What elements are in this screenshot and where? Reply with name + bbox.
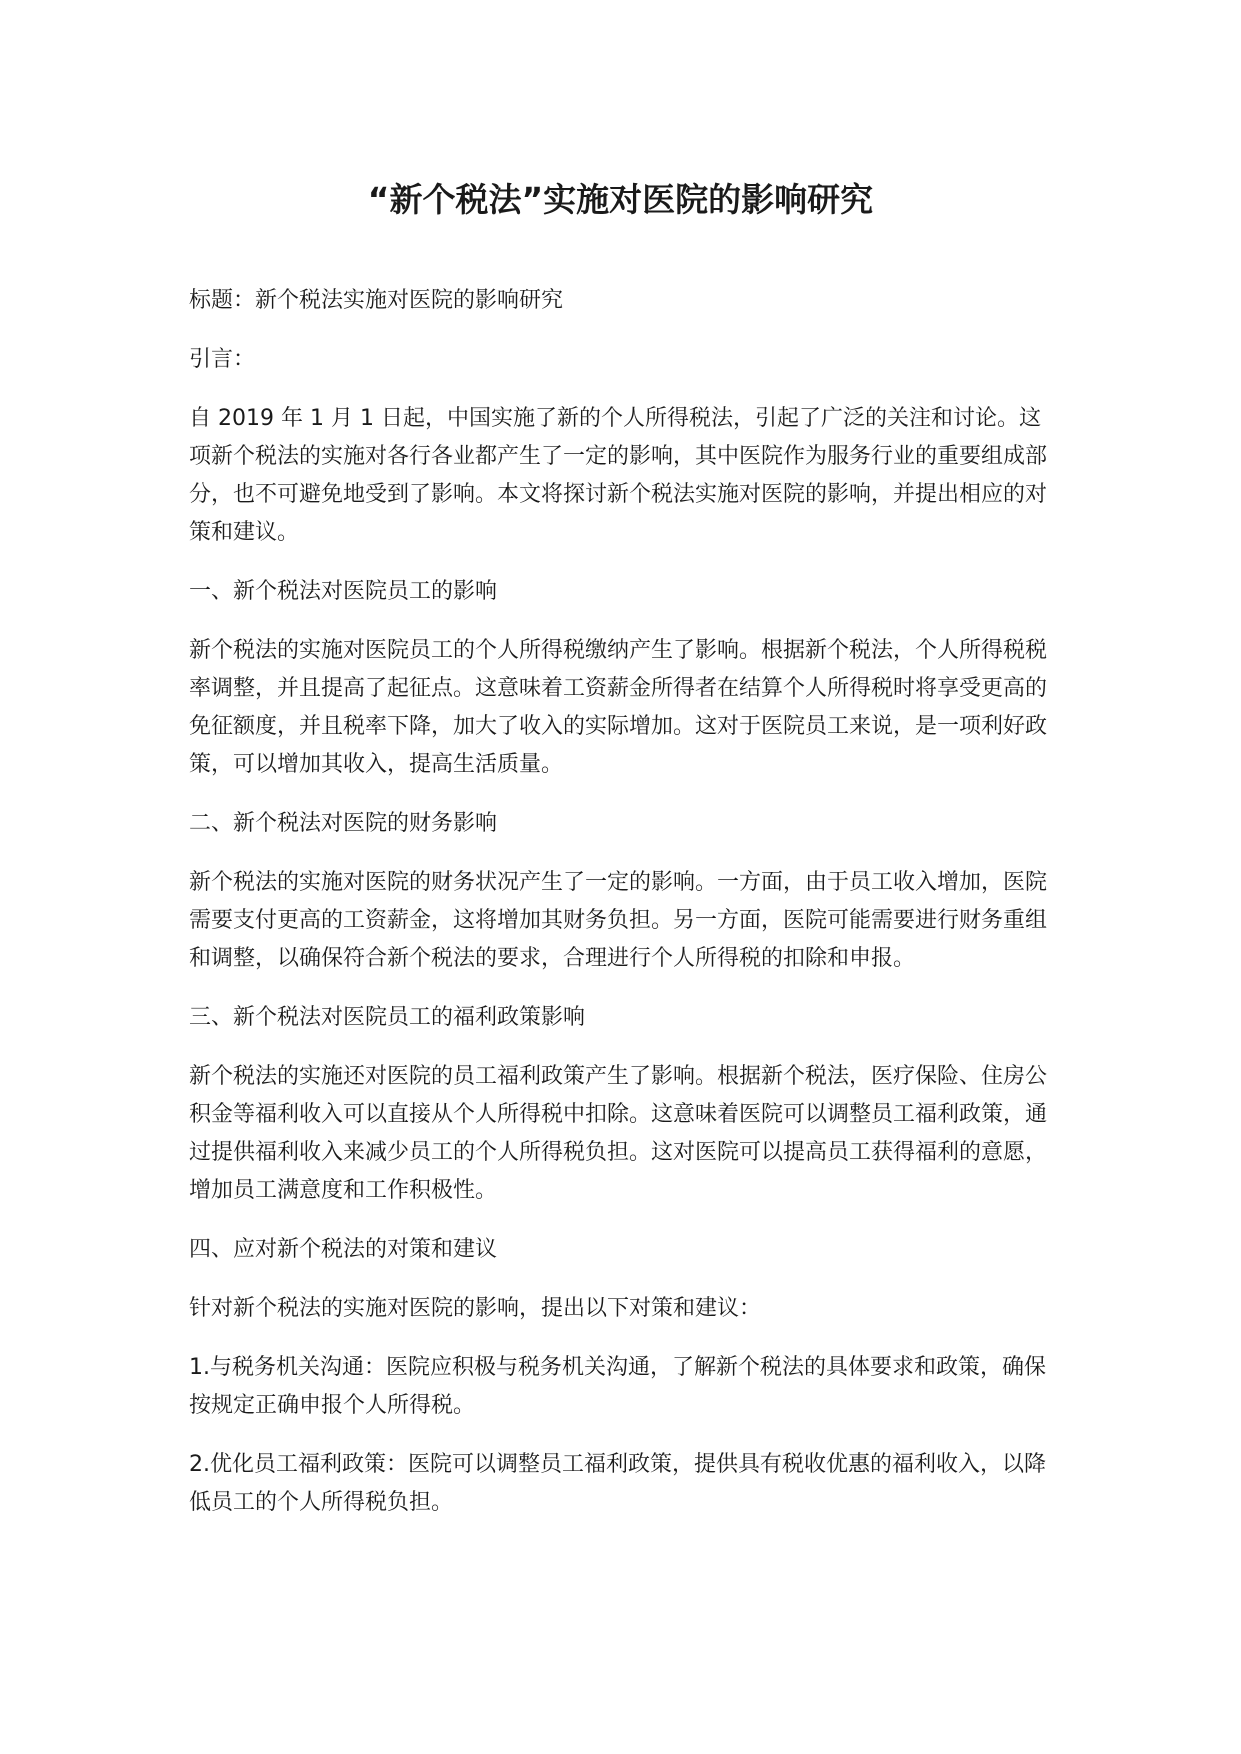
section-heading-3: 三、新个税法对医院员工的福利政策影响 bbox=[189, 1005, 586, 1030]
subject-line: 标题：新个税法实施对医院的影响研究 bbox=[189, 288, 564, 313]
document-body bbox=[189, 282, 1059, 1543]
section-paragraph-2: 新个税法的实施对医院的财务状况产生了一定的影响。一方面，由于员工收入增加，医院需要支付更高的工资薪金，这将增加其财务负担。另一方面，医院可能需要进行财务重组和调整，以确保符合新个税法的要求，合理进行个人所得税的扣除和申报。 bbox=[189, 870, 1048, 971]
section-paragraph-1: 新个税法的实施对医院员工的个人所得税缴纳产生了影响。根据新个税法，个人所得税税率调整，并且提高了起征点。这意味着工资薪金所得者在结算个人所得税时将享受更高的免征额度，并且税率下降，加大了收入的实际增加。这对于医院员工来说，是一项利好政策，可以增加其收入，提高生活质量。 bbox=[189, 638, 1048, 777]
list-item-1: 1.与税务机关沟通：医院应积极与税务机关沟通，了解新个税法的具体要求和政策，确保按规定正确申报个人所得税。 bbox=[189, 1355, 1046, 1418]
intro-paragraph: 自 2019 年 1 月 1 日起，中国实施了新的个人所得税法，引起了广泛的关注和讨论。这项新个税法的实施对各行各业都产生了一定的影响，其中医院作为服务行业的重要组成部分，也不可避免地受到了影响。本文将探讨新个税法实施对医院的影响，并提出相应的对策和建议。 bbox=[189, 406, 1048, 545]
section-heading-4: 四、应对新个税法的对策和建议 bbox=[189, 1237, 498, 1262]
list-item-2: 2.优化员工福利政策：医院可以调整员工福利政策，提供具有税收优惠的福利收入，以降低员工的个人所得税负担。 bbox=[189, 1452, 1046, 1515]
section-heading-2: 二、新个税法对医院的财务影响 bbox=[189, 811, 498, 836]
document-title: “新个税法”实施对医院的影响研究 bbox=[367, 180, 874, 219]
section-paragraph-4: 针对新个税法的实施对医院的影响，提出以下对策和建议： bbox=[189, 1296, 762, 1321]
section-heading-1: 一、新个税法对医院员工的影响 bbox=[189, 579, 498, 604]
intro-heading: 引言： bbox=[189, 347, 256, 372]
section-paragraph-3: 新个税法的实施还对医院的员工福利政策产生了影响。根据新个税法，医疗保险、住房公积金等福利收入可以直接从个人所得税中扣除。这意味着医院可以调整员工福利政策，通过提供福利收入来减少员工的个人所得税负担。这对医院可以提高员工获得福利的意愿，增加员工满意度和工作积极性。 bbox=[189, 1064, 1048, 1203]
